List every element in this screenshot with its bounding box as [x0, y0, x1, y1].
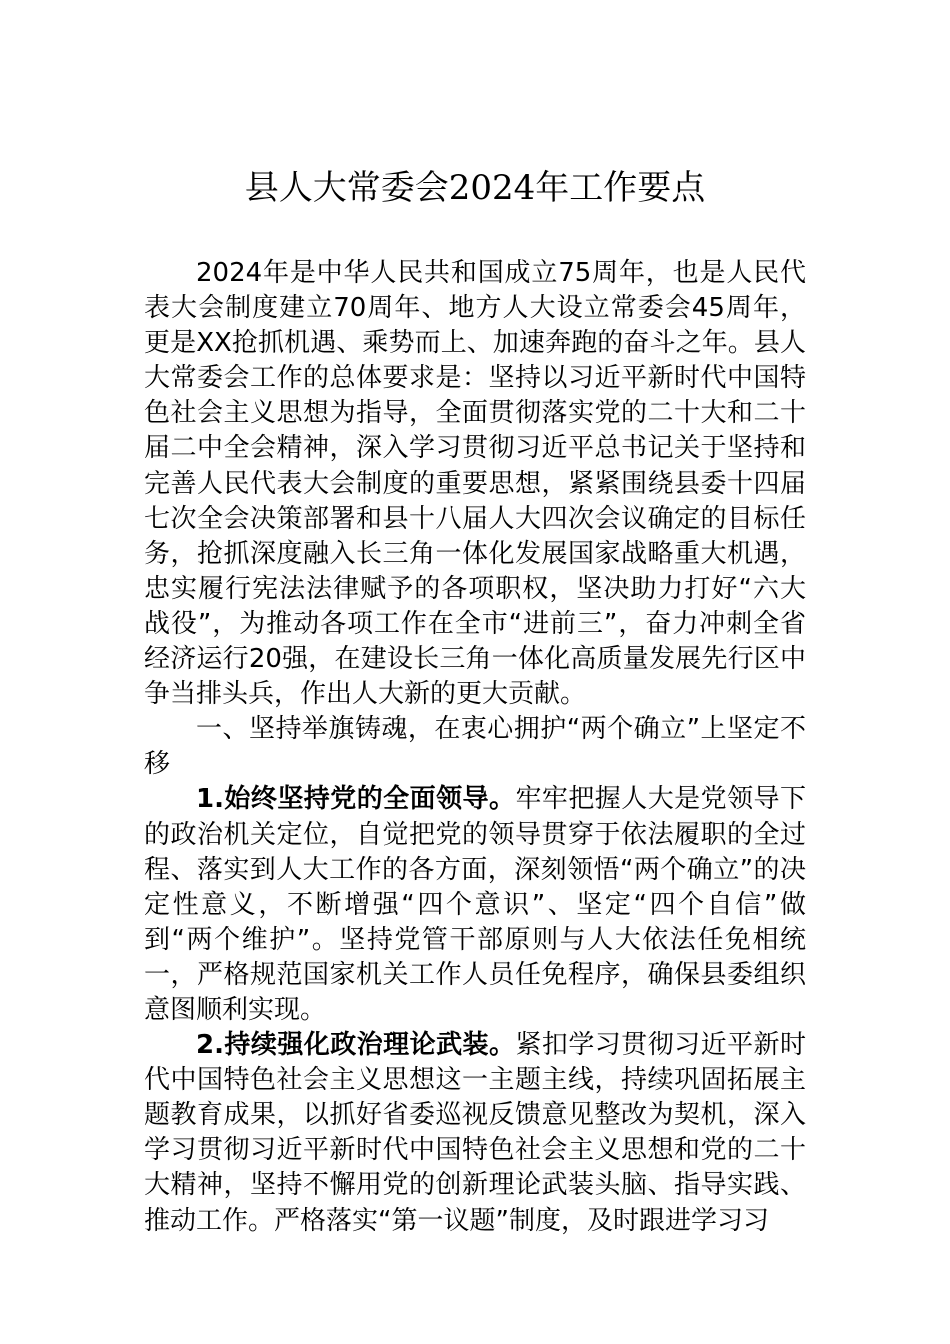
document-title: 县人大常委会2024年工作要点 — [244, 168, 706, 208]
document-body — [144, 256, 806, 1239]
item-title: 1.始终坚持党的全面领导。 — [196, 784, 516, 815]
item-paragraph-1 — [144, 782, 806, 1028]
intro-paragraph: 2024年是中华人民共和国成立75周年，也是人民代表大会制度建立70周年、地方人大设立常委会45周年，更是XX抢抓机遇、乘势而上、加速奔跑的奋斗之年。县人大常委会工作的总体要求是：坚持以习近平新时代中国特色社会主义思想为指导，全面贯彻落实党的二十大和二十届二中全会精神，深入学习贯彻习近平总书记关于坚持和完善人民代表大会制度的重要思想，紧紧围绕县委十四届七次全会决策部署和县十八届人大四次会议确定的目标任务，抢抓深度融入长三角一体化发展国家战略重大机遇，忠实履行宪法法律赋予的各项职权，坚决助力打好“六大战役”，为推动各项工作在全市“进前三”，奋力冲刺全省经济运行20强，在建设长三角一体化高质量发展先行区中争当排头兵，作出人大新的更大贡献。 — [144, 258, 806, 710]
section-heading: 一、坚持举旗铸魂，在衷心拥护“两个确立”上坚定不移 — [144, 714, 806, 780]
item-text: 牢牢把握人大是党领导下的政治机关定位，自觉把党的领导贯穿于依法履职的全过程、落实到人大工作的各方面，深刻领悟“两个确立”的决定性意义，不断增强“四个意识”、坚定“四个自信”做到“两个维护”。坚持党管干部原则与人大依法任免相统一，严格规范国家机关工作人员任免程序，确保县委组织意图顺利实现。 — [144, 784, 806, 1025]
item-title: 2.持续强化政治理论武装。 — [196, 1030, 516, 1061]
item-paragraph-2 — [144, 1028, 806, 1239]
item-text: 紧扣学习贯彻习近平新时代中国特色社会主义思想这一主题主线，持续巩固拓展主题教育成果，以抓好省委巡视反馈意见整改为契机，深入学习贯彻习近平新时代中国特色社会主义思想和党的二十大精神，坚持不懈用党的创新理论武装头脑、指导实践、推动工作。严格落实“第一议题”制度，及时跟进学习习 — [144, 1030, 806, 1236]
